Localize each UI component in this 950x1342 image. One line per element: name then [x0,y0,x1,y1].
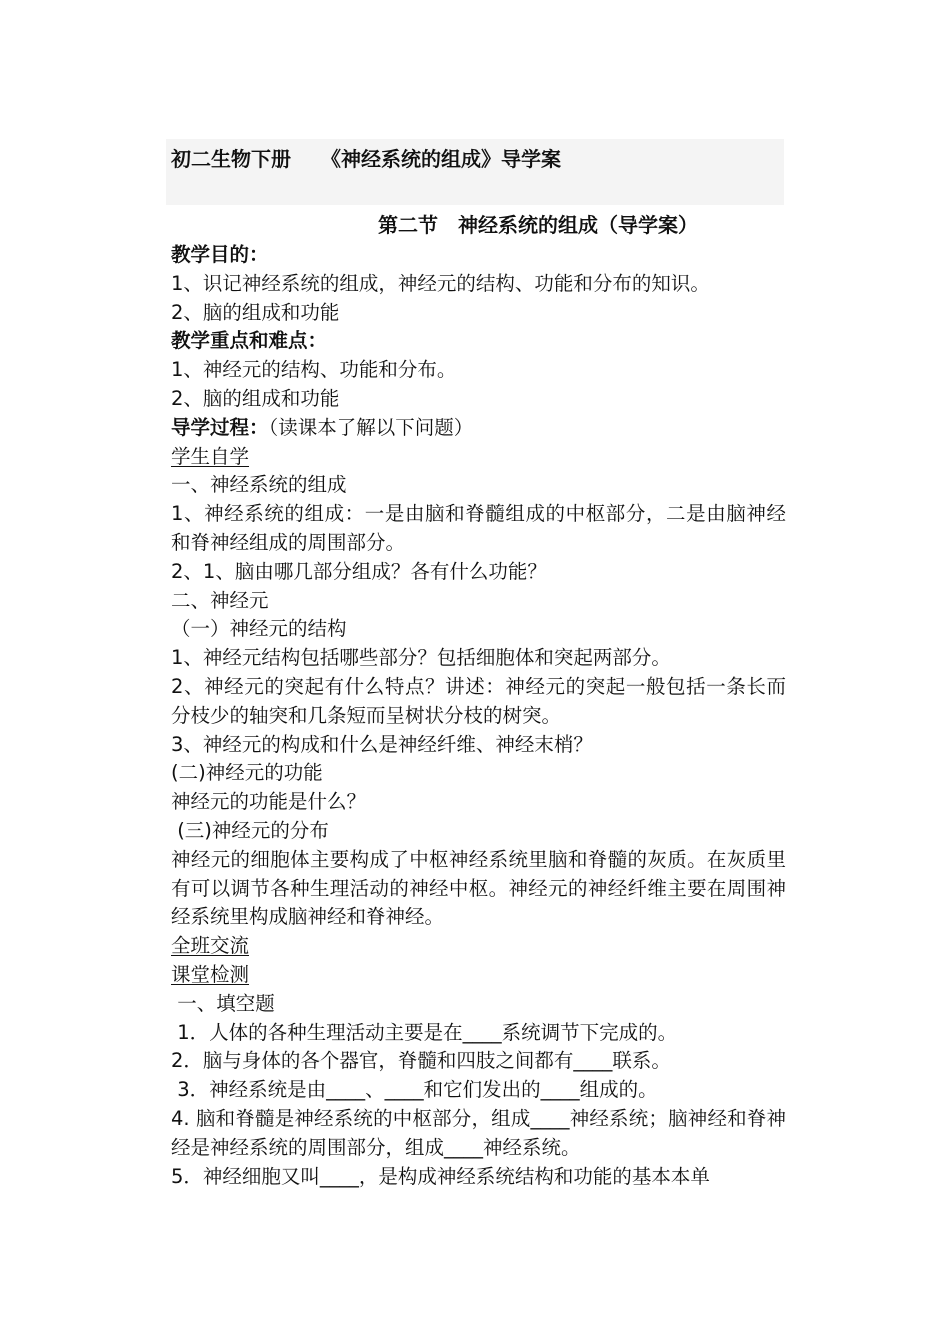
test-line: 一、填空题 [171,991,275,1015]
process-line [171,414,786,443]
goal-item: 2、脑的组成和功能 [171,300,340,324]
self-study-line: 神经元的细胞体主要构成了中枢神经系统里脑和脊髓的灰质。在灰质里有可以调节各种生理活动的神经中枢。神经元的神经纤维主要在周围神经系统里构成脑神经和脊神经。 [171,847,786,929]
section-title: 第二节 神经系统的组成（导学案） [378,213,698,237]
process-heading: 导学过程： [171,415,269,439]
document-body [171,241,786,1191]
self-study-line: （一）神经元的结构 [171,617,347,641]
self-study-line: 一、神经系统的组成 [171,473,347,497]
document-header: 初二生物下册 《神经系统的组成》导学案 [171,147,561,171]
goal-item: 1、识记神经系统的组成，神经元的结构、功能和分布的知识。 [171,271,710,295]
self-study-line: 神经元的功能是什么？ [171,790,367,814]
test-line: 4. 脑和脊髓是神经系统的中枢部分，组成____神经系统；脑神经和脊神经是神经系统的周围部分，组成____神经系统。 [171,1106,786,1159]
self-study-line: (二)神经元的功能 [171,761,323,785]
key-points-heading: 教学重点和难点： [171,329,328,353]
class-exchange-label: 全班交流 [171,934,250,958]
process-note: （读课本了解以下问题） [268,415,474,439]
self-study-line: 1、神经系统的组成：一是由脑和脊髓组成的中枢部分，二是由脑神经和脊神经组成的周围部分。 [171,502,786,554]
self-study-line: 2、神经元的突起有什么特点？讲述：神经元的突起一般包括一条长而分枝少的轴突和几条短而呈树状分枝的树突。 [171,674,786,727]
test-line: 5．神经细胞又叫____，是构成神经系统结构和功能的基本本单 [171,1164,710,1188]
key-point-item: 2、脑的组成和功能 [171,386,340,410]
self-study-label: 学生自学 [171,444,250,468]
self-study-line: 2、1、脑由哪几部分组成？各有什么功能？ [171,559,547,583]
self-study-line: 1、神经元结构包括哪些部分？包括细胞体和突起两部分。 [171,646,671,670]
self-study-line: 二、神经元 [171,588,269,612]
test-line: 1．人体的各种生理活动主要是在____系统调节下完成的。 [171,1020,678,1044]
class-test-label: 课堂检测 [171,962,250,986]
self-study-line: (三)神经元的分布 [171,818,329,842]
key-point-item: 1、神经元的结构、功能和分布。 [171,358,457,382]
goals-heading: 教学目的： [171,243,269,266]
test-line: 3．神经系统是由____、____和它们发出的____组成的。 [171,1078,658,1102]
test-line: 2．脑与身体的各个器官，脊髓和四肢之间都有____联系。 [171,1049,671,1073]
self-study-line: 3、神经元的构成和什么是神经纤维、神经末梢？ [171,732,593,756]
